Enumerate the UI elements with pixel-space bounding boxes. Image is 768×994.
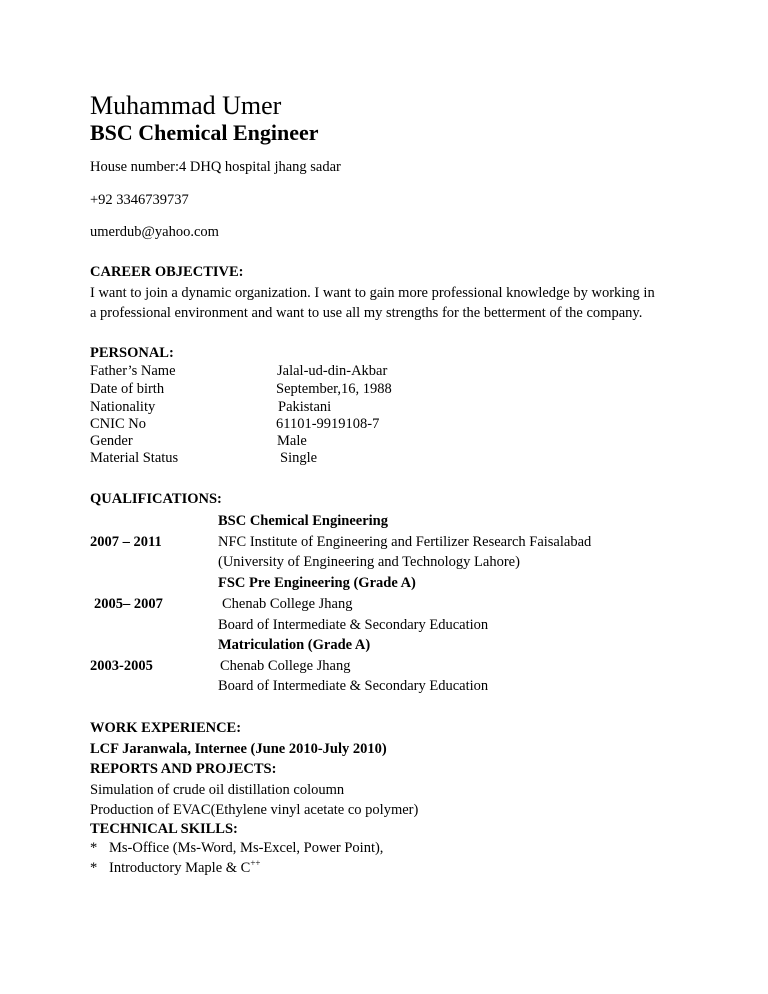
personal-value: September,16, 1988 — [276, 381, 392, 397]
personal-value: Single — [280, 450, 318, 466]
qualification-board: (University of Engineering and Technology Lahore) — [218, 554, 520, 570]
qualification-institute: Chenab College Jhang — [222, 596, 353, 612]
personal-label: CNIC No — [90, 416, 146, 432]
work-entry: LCF Jaranwala, Internee (June 2010-July 2010) — [90, 741, 387, 757]
qualification-years: 2003-2005 — [90, 658, 153, 674]
personal-heading: PERSONAL: — [90, 345, 174, 361]
qualification-board: Board of Intermediate & Secondary Education — [218, 617, 489, 633]
qualification-degree: Matriculation (Grade A) — [218, 637, 371, 653]
candidate-name: Muhammad Umer — [90, 91, 282, 120]
bullet-marker: * — [90, 840, 98, 856]
qualification-institute: Chenab College Jhang — [220, 658, 351, 674]
career-line: I want to join a dynamic organization. I want to gain more professional knowledge by working in — [90, 285, 655, 301]
qualification-degree: FSC Pre Engineering (Grade A) — [218, 575, 416, 591]
skill-item — [109, 859, 261, 877]
career-line: a professional environment and want to use all my strengths for the betterment of the company. — [90, 305, 643, 321]
address: House number:4 DHQ hospital jhang sadar — [90, 159, 341, 175]
personal-label: Gender — [90, 433, 133, 449]
reports-heading: REPORTS AND PROJECTS: — [90, 761, 277, 777]
email: umerdub@yahoo.com — [90, 224, 219, 240]
qualification-years: 2005– 2007 — [94, 596, 163, 612]
personal-label: Father’s Name — [90, 363, 176, 379]
candidate-title: BSC Chemical Engineer — [90, 120, 319, 145]
career-heading: CAREER OBJECTIVE: — [90, 264, 244, 280]
skills-heading: TECHNICAL SKILLS: — [90, 821, 238, 837]
skill-item-text: Introductory Maple & C — [109, 860, 251, 876]
qualification-institute: NFC Institute of Engineering and Fertilizer Research Faisalabad — [218, 534, 592, 550]
personal-value: Jalal-ud-din-Akbar — [277, 363, 388, 379]
skill-item: Ms-Office (Ms-Word, Ms-Excel, Power Point), — [109, 840, 384, 856]
report-item: Simulation of crude oil distillation coloumn — [90, 782, 345, 798]
bullet-marker: * — [90, 860, 98, 876]
work-heading: WORK EXPERIENCE: — [90, 720, 242, 736]
personal-label: Date of birth — [90, 381, 165, 397]
report-item: Production of EVAC(Ethylene vinyl acetate co polymer) — [90, 802, 419, 818]
personal-value: 61101-9919108-7 — [276, 416, 380, 432]
personal-value: Pakistani — [278, 399, 332, 415]
personal-label: Nationality — [90, 399, 156, 415]
superscript: ++ — [250, 858, 261, 869]
qualifications-heading: QUALIFICATIONS: — [90, 491, 222, 507]
qualification-degree: BSC Chemical Engineering — [218, 513, 388, 529]
phone: +92 3346739737 — [90, 192, 189, 208]
qualification-board: Board of Intermediate & Secondary Education — [218, 678, 489, 694]
personal-label: Material Status — [90, 450, 179, 466]
qualification-years: 2007 – 2011 — [90, 534, 162, 550]
personal-value: Male — [277, 433, 307, 449]
